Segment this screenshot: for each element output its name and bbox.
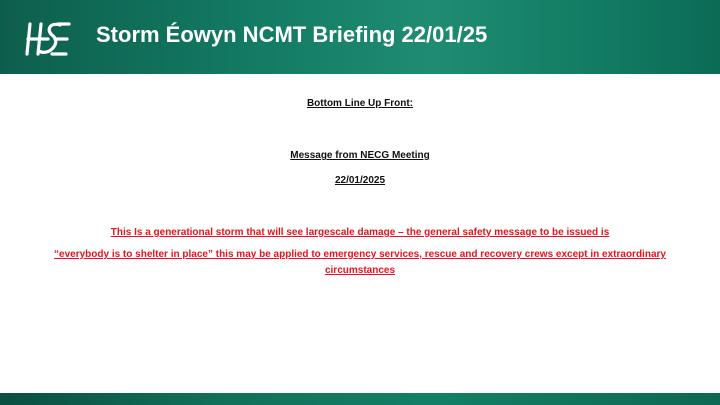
bluf-heading: Bottom Line Up Front: (306, 98, 414, 109)
hse-logo-icon (22, 18, 72, 60)
message-title: Message from NECG Meeting (290, 150, 430, 161)
slide-footer-bar (0, 393, 720, 405)
message-date: 22/01/2025 (334, 175, 386, 186)
safety-warning-line-1: This Is a generational storm that will see largescale damage – the general safety message to be issued is (110, 227, 610, 238)
slide-header (0, 0, 720, 74)
page-title: Storm Éowyn NCMT Briefing 22/01/25 (96, 22, 488, 47)
safety-warning (20, 221, 700, 279)
safety-warning-line-2: “everybody is to shelter in place” this may be applied to emergency services, rescue and recovery crews except in extraordinary circumstances (54, 249, 666, 276)
